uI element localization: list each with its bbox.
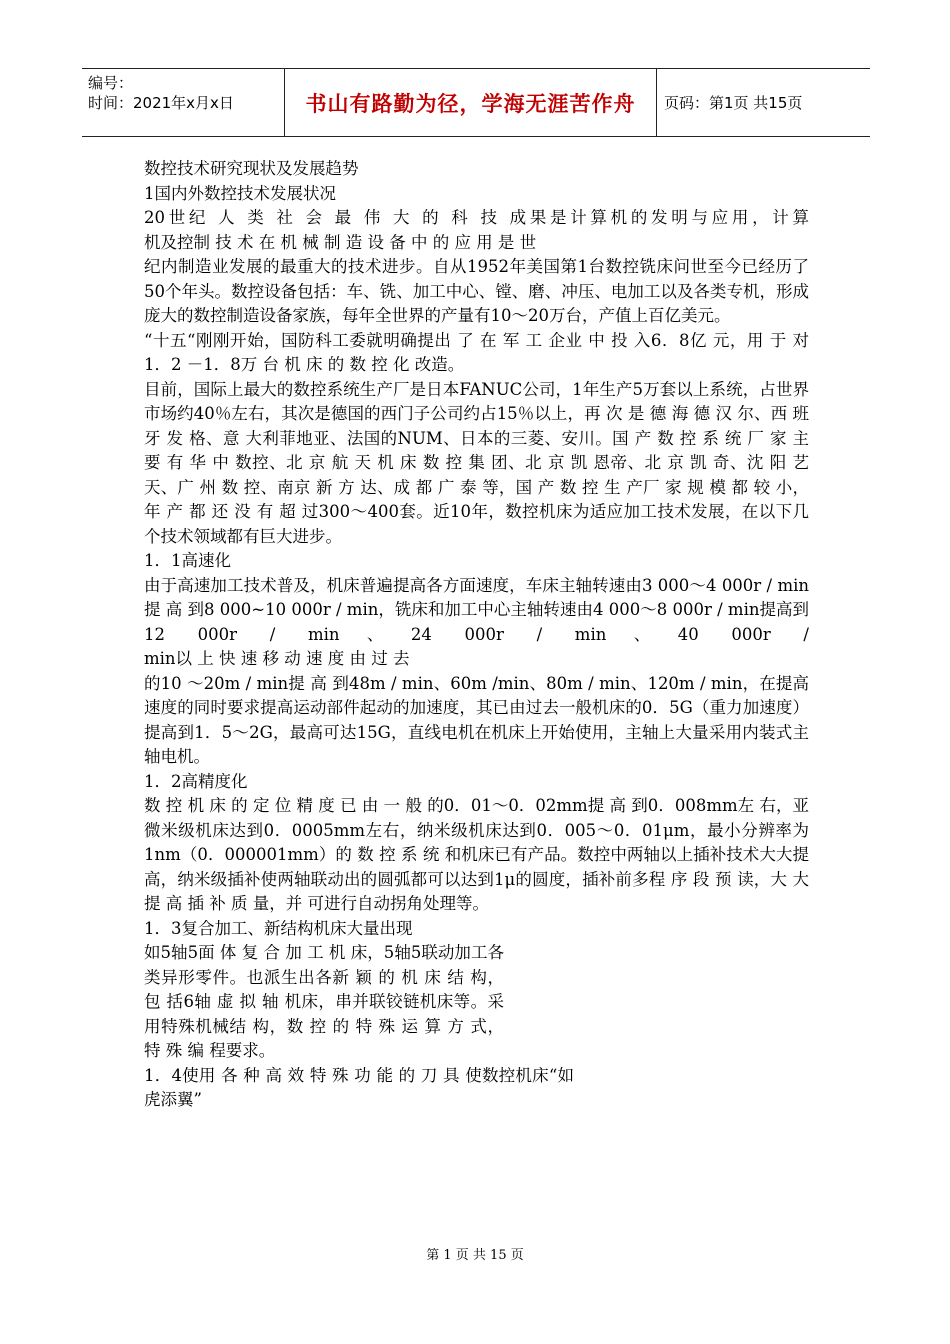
- paragraph: 1．3复合加工、新结构机床大量出现: [144, 918, 413, 938]
- page-header: [82, 68, 870, 137]
- paragraph: 由于高速加工技术普及，机床普遍提高各方面速度，车床主轴转速由3 000～4 000r / min提 高 到8 000~10 000r / min，铣床和加工中心主轴转速由4 000～8 000r / min提高到12 000r / min、24 000r / min、40 000r /: [144, 575, 809, 644]
- document-number-label: 编号：: [88, 74, 134, 92]
- paragraph: “十五“刚刚开始，国防科工委就明确提出 了 在 军 工 企业 中 投 入6．8亿 元，用 于 对1．2 －1．8万 台 机 床 的 数 控 化 改造。: [144, 330, 809, 374]
- header-page-info: 页码：第1页 共15页: [664, 94, 803, 112]
- header-motto: 书山有路勤为径，学海无涯苦作舟: [305, 91, 636, 116]
- page-footer: 第 1 页 共 15 页: [426, 1248, 524, 1263]
- paragraph: 目前，国际上最大的数控系统生产厂是日本FANUC公司，1年生产5万套以上系统，占世界市场约40％左右，其次是德国的西门子公司约占15％以上，再 次 是 德 海 德 汉 尔、西 班 牙 发 格、意 大利菲地亚、法国的NUM、日本的三菱、安川。国 产 数 控 系 统 厂 家 主 要 有 华 中 数控、北 京 航 天 机 床 数 控 集 团、北 京 凯 恩帝、北 京 凯 奇、沈 阳 艺 天、广 州 数 控、南京 新 方 达、成 都 广 泰 等，国 产 数 控 生 产厂 家 规 模 都 较 小，年 产 都 还 没 有 超 过300～400套。近10年，数控机床为适应加工技术发展，在以下几个技术领域都有巨大进步。: [144, 379, 809, 546]
- paragraph: 20世纪 人 类 社 会 最 伟 大 的 科 技 成果是计算机的发明与应用，计算: [144, 208, 809, 227]
- paragraph: 1．4使用 各 种 高 效 特 殊 功 能 的 刀 具 使数控机床“如虎添翼”: [144, 1065, 574, 1109]
- paragraph: 1国内外数控技术发展状况: [144, 183, 336, 203]
- document-body: [144, 157, 809, 1113]
- paragraph: 1．2高精度化: [144, 771, 248, 791]
- paragraph: 纪内制造业发展的最重大的技术进步。自从1952年美国第1台数控铣床问世至今已经历了50个年头。数控设备包括：车、铣、加工中心、镗、磨、冲压、电加工以及各类专机，形成庞大的数控制造设备家族，每年全世界的产量有10～20万台，产值上百亿美元。: [144, 257, 809, 325]
- paragraph: 机及控制 技 术 在 机 械 制 造 设 备 中 的 应 用 是 世: [144, 232, 537, 252]
- paragraph: 如5轴5面 体 复 合 加 工 机 床，5轴5联动加工各类异形零件。也派生出各新 颖 的 机 床 结 构，包 括6轴 虚 拟 轴 机床，串并联铰链机床等。采用特殊机械结 构，数 控 的 特 殊 运 算 方 式，特 殊 编 程要求。: [144, 943, 504, 1060]
- paragraph: min以 上 快 速 移 动 速 度 由 过 去: [144, 649, 410, 668]
- document-time-label: 时间：2021年x月x日: [88, 94, 234, 112]
- paragraph: 的10 ～20m / min提 高 到48m / min、60m /min、80m / min、120m / min，在提高速度的同时要求提高运动部件起动的加速度，其已由过去一般机床的0．5G（重力加速度）提高到1．5～2G，最高可达15G，直线电机在机床上开始使用，主轴上大量采用内装式主轴电机。: [144, 673, 809, 766]
- header-divider: [656, 69, 657, 136]
- paragraph: 数控技术研究现状及发展趋势: [144, 159, 359, 178]
- paragraph: 1．1高速化: [144, 551, 231, 570]
- paragraph: 数 控 机 床 的 定 位 精 度 已 由 一 般 的0．01～0．02mm提 高 到0．008mm左 右，亚微米级机床达到0．0005mm左右，纳米级机床达到0．005～0．01μm，最小分辨率为1nm（0．000001mm）的 数 控 系 统 和机床已有产品。数控中两轴以上插补技术大大提高，纳米级插补使两轴联动出的圆弧都可以达到1μ的圆度，插补前多程 序 段 预 读，大 大 提 高 插 补 质 量，并 可进行自动拐角处理等。: [144, 796, 809, 913]
- header-meta: [88, 73, 278, 113]
